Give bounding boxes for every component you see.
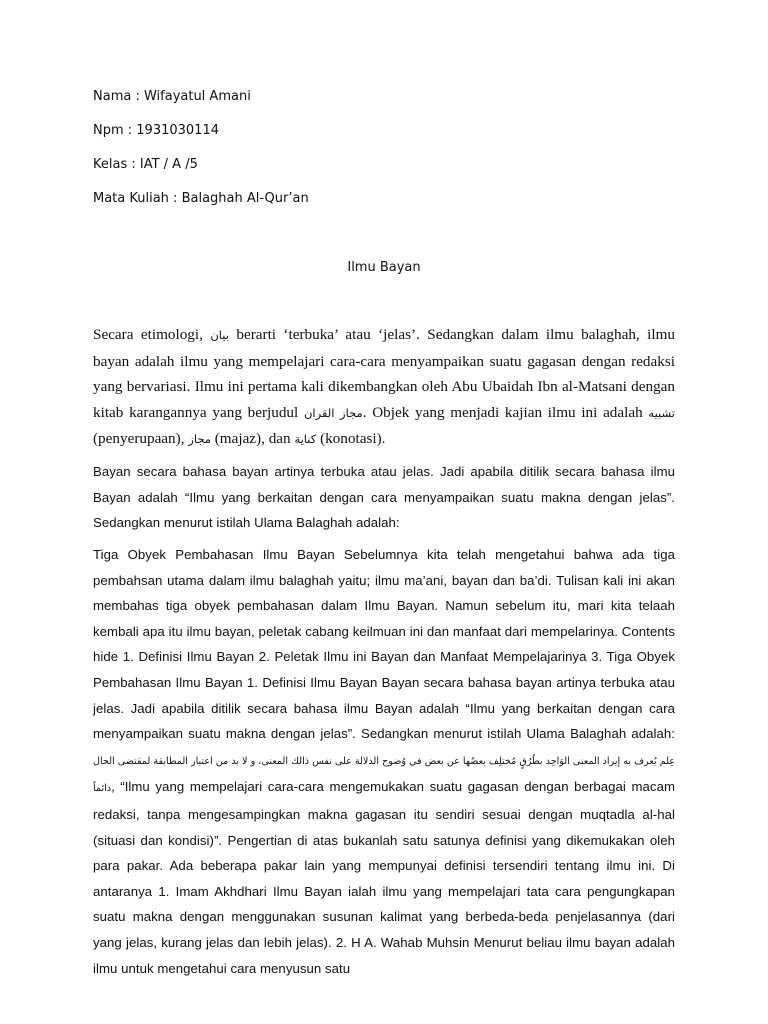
arabic-term-majaz: مجاز	[188, 432, 211, 447]
arabic-term-kinayah: كناية	[294, 432, 317, 447]
student-name: Nama : Wifayatul Amani	[93, 89, 251, 104]
paragraph-three-text-2: , “Ilmu yang mempelajari cara-cara mengemukakan suatu gagasan dengan berbagai macam redaksi, tanpa mengesampingkan makna gagasan itu sendiri sesuai dengan muqtadla al-hal (situasi dan kondisi)”. Pengertian di atas bukanlah satu satunya definisi yang dikemukakan oleh para pakar. Ada beberapa pakar lain yang mempunyai definisi tersendiri tentang ilmu ini. Di antaranya 1. Imam Akhdhari Ilmu Bayan ialah ilmu yang mempelajari tata cara pengungkapan suatu makna dengan menggunakan susunan kalimat yang berbeda-beda penjelasannya (dari yang jelas, kurang jelas dan lebih jelas). 2. H A. Wahab Muhsin Menurut beliau ilmu bayan adalah ilmu untuk mengetahui cara menyusun satu	[93, 779, 675, 976]
document-title: Ilmu Bayan	[347, 260, 421, 275]
paragraph-three-text-1: Tiga Obyek Pembahasan Ilmu Bayan Sebelumnya kita telah mengetahui bahwa ada tiga pembahsan utama dalam ilmu balaghah yaitu; ilmu ma’ani, bayan dan ba’di. Tulisan kali ini akan membahas tiga obyek pembahasan dalam Ilmu Bayan. Namun sebelum itu, mari kita telaah kembali apa itu ilmu bayan, peletak cabang keilmuan ini dan manfaat dari mempelarinya. Contents hide 1. Definisi Ilmu Bayan 2. Peletak Ilmu ini Bayan dan Manfaat Mempelajarinya 3. Tiga Obyek Pembahasan Ilmu Bayan 1. Definisi Ilmu Bayan Bayan secara bahasa bayan artinya terbuka atau jelas. Jadi apabila ditilik secara bahasa ilmu Bayan adalah “Ilmu yang berkaitan dengan cara menyampaikan suatu makna dengan jelas”. Sedangkan menurut istilah Ulama Balaghah adalah:	[93, 547, 675, 742]
arabic-term-bayan: بيان	[210, 328, 229, 342]
student-class: Kelas : IAT / A /5	[93, 157, 198, 172]
arabic-term-majaz-quran: مجاز القران	[303, 405, 363, 420]
intro-text-1: Secara etimologi,	[93, 326, 211, 343]
paragraph-three-objects	[93, 542, 675, 981]
intro-text-6: (konotasi).	[316, 430, 386, 448]
arabic-term-tasybih: تشبيه	[648, 405, 675, 420]
paragraph-bayan-definition: Bayan secara bahasa bayan artinya terbuka atau jelas. Jadi apabila ditilik secara bahasa ilmu Bayan adalah “Ilmu yang berkaitan dengan cara menyampaikan suatu makna dengan jelas”. Sedangkan menurut istilah Ulama Balaghah adalah:	[93, 464, 675, 531]
intro-text-3: . Objek yang menjadi kajian ilmu ini adalah	[362, 403, 649, 421]
intro-text-2: berarti ‘terbuka’ atau ‘jelas’. Sedangkan dalam ilmu balaghah, ilmu bayan adalah ilmu yang mempelajari cara-cara menyampaikan suatu gagasan dengan redaksi yang bervariasi. Ilmu ini pertama kali dikembangkan oleh Abu Ubaidah Ibn al-Matsani dengan kitab karangannya yang berjudul	[93, 326, 675, 421]
arabic-definition: عِلم يُعرف به إيراد المعنى الوَاحِد بطُرُقٍ مُختلِف بعضُها عن بعض في وُضوح الدلالة على نفس ذالك المعنى، و لا بد من اعتبار المطابقة لمقتضى الحال دائماً	[93, 755, 675, 795]
course-name: Mata Kuliah : Balaghah Al-Qur’an	[93, 191, 309, 206]
student-npm: Npm : 1931030114	[93, 123, 219, 138]
intro-text-4: (penyerupaan),	[93, 430, 189, 448]
intro-text-5: (majaz), dan	[210, 430, 295, 448]
intro-paragraph	[93, 322, 675, 453]
